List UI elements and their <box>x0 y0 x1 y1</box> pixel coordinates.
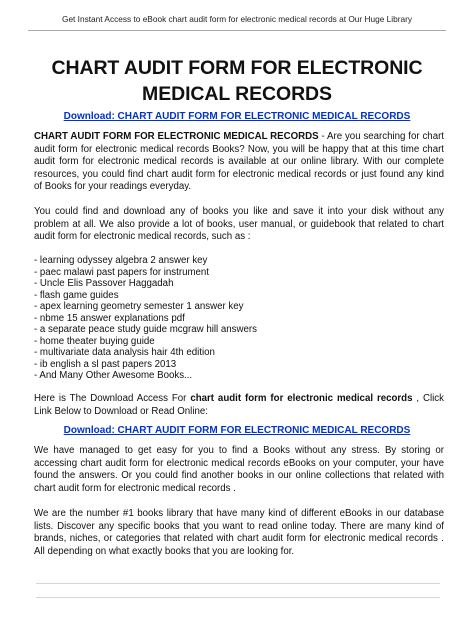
intro-paragraph <box>34 131 444 194</box>
intro-bold-lead: CHART AUDIT FORM FOR ELECTRONIC MEDICAL RECORDS <box>34 131 319 142</box>
intro-text: - Are you searching for chart audit form for electronic medical records Books? Now, you will be happy that at this time chart audit form for electronic medical records is available at our online library. With our complete resources, you could find chart audit form for electronic medical records or just found any kind of Books for your readings everyday. <box>34 131 444 193</box>
header-divider <box>28 30 446 31</box>
collection-paragraph: We have managed to get easy for you to find a Books without any stress. By storing or accessing chart audit form for electronic medical records eBooks on your computer, your have found the answers. Or you could find another books in our online collections that related with chart audit form for electronic medical records . <box>34 445 444 494</box>
download-link-top[interactable]: Download: CHART AUDIT FORM FOR ELECTRONIC MEDICAL RECORDS <box>63 111 411 122</box>
page-title <box>28 55 446 107</box>
book-list <box>34 255 444 382</box>
list-item: - And Many Other Awesome Books... <box>34 370 193 382</box>
download-access-paragraph <box>34 393 444 418</box>
access-bold-title: chart audit form for electronic medical records <box>190 393 413 404</box>
list-item: - home theater buying guide <box>34 335 155 347</box>
page-title-line-2: MEDICAL RECORDS <box>142 83 332 105</box>
list-item: - ib english a sl past papers 2013 <box>34 358 177 370</box>
list-item: - a separate peace study guide mcgraw hill answers <box>34 324 257 336</box>
footer-divider-2 <box>36 597 440 598</box>
list-item: - learning odyssey algebra 2 answer key <box>34 255 208 266</box>
books-intro-paragraph: You could find and download any of books you like and save it into your disk without any problem at all. We also provide a lot of books, user manual, or guidebook that related to chart audit form for electronic medical records, such as : <box>34 206 444 243</box>
page-title-line-1: CHART AUDIT FORM FOR ELECTRONIC <box>51 57 423 79</box>
list-item: - flash game guides <box>34 289 119 301</box>
list-item: - Uncle Elis Passover Haggadah <box>34 278 174 290</box>
access-text-after: , Click Link Below to Download or Read Online: <box>34 393 444 417</box>
list-item: - paec malawi past papers for instrument <box>34 266 209 278</box>
list-item: - nbme 15 answer explanations pdf <box>34 312 185 324</box>
footer-divider-1 <box>36 583 440 584</box>
access-text-before: Here is The Download Access For <box>34 393 191 404</box>
header-banner: Get Instant Access to eBook chart audit form for electronic medical records at Our Huge Library <box>61 14 412 24</box>
download-link-bottom[interactable]: Download: CHART AUDIT FORM FOR ELECTRONIC MEDICAL RECORDS <box>63 425 411 436</box>
list-item: - apex learning geometry semester 1 answer key <box>34 301 244 313</box>
library-paragraph: We are the number #1 books library that have many kind of different eBooks in our database lists. Discover any specific books that you want to read online today. There are many kind of brands, niches, or categories that related with chart audit form for electronic medical records . All depending on what exactly books that you are looking for. <box>34 508 444 557</box>
list-item: - multivariate data analysis hair 4th edition <box>34 347 215 359</box>
